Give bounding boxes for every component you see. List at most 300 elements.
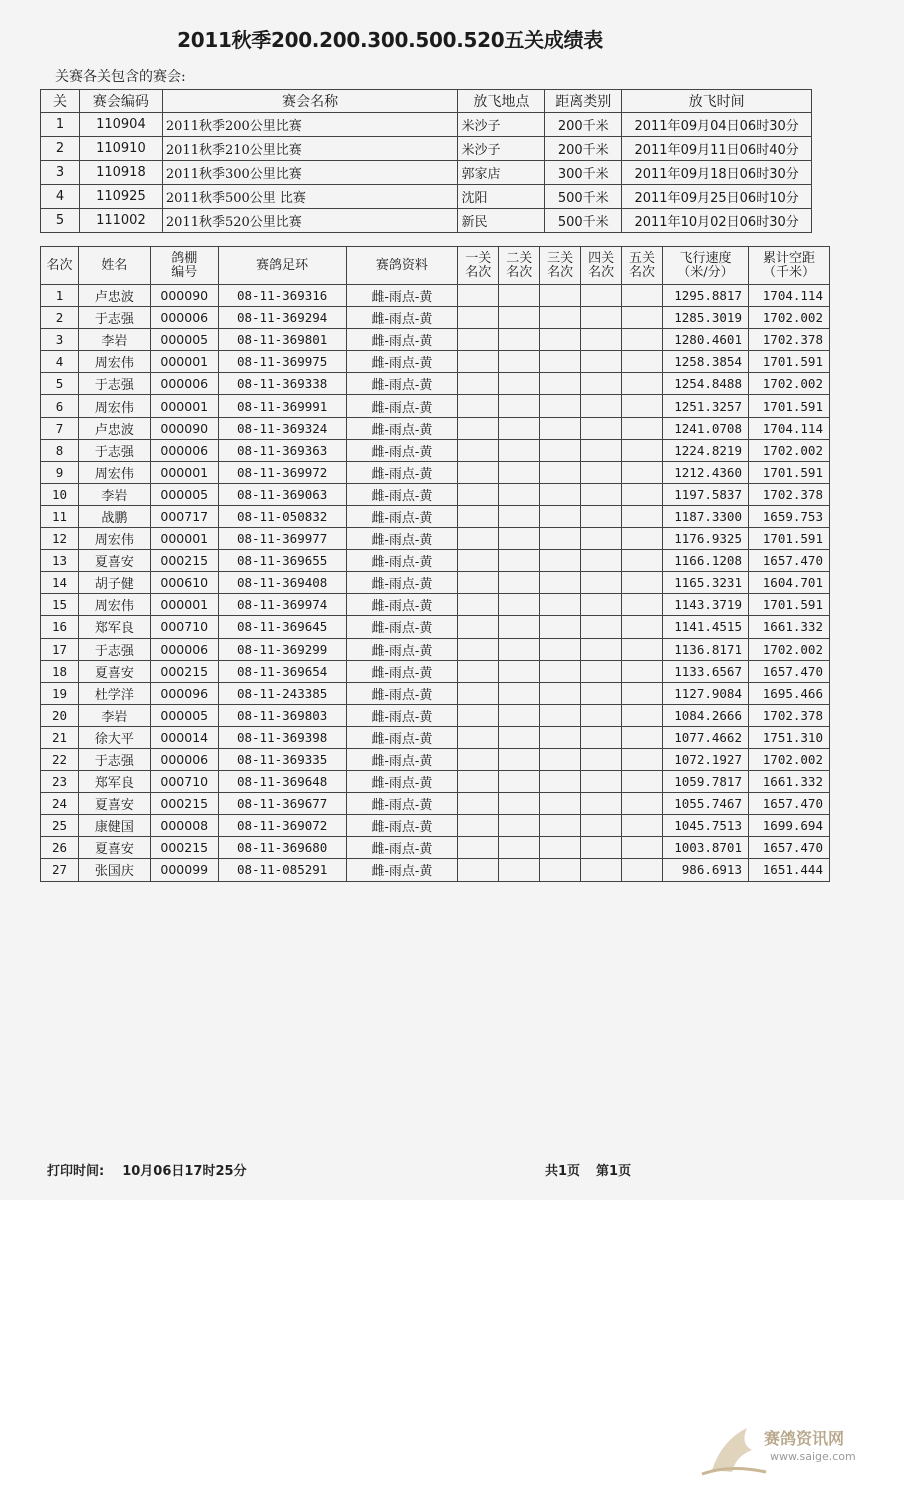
result-cell: [458, 771, 499, 793]
result-cell: [540, 682, 581, 704]
races-header-cell: 赛会编码: [79, 90, 162, 113]
result-cell: [540, 550, 581, 572]
result-cell: 1254.8488: [663, 373, 749, 395]
result-cell: 雌-雨点-黄: [346, 837, 458, 859]
result-cell: [622, 660, 663, 682]
result-cell: 15: [41, 594, 79, 616]
race-cell: 110904: [79, 113, 162, 137]
result-cell: 5: [41, 373, 79, 395]
result-cell: 08-11-369072: [218, 815, 346, 837]
race-row: [41, 209, 812, 233]
result-cell: 1702.378: [748, 704, 829, 726]
result-cell: 000096: [150, 682, 218, 704]
result-cell: [581, 373, 622, 395]
result-row: [41, 351, 830, 373]
result-cell: [458, 837, 499, 859]
result-cell: [499, 793, 540, 815]
race-cell: 110918: [79, 161, 162, 185]
result-cell: 雌-雨点-黄: [346, 439, 458, 461]
result-cell: 雌-雨点-黄: [346, 461, 458, 483]
result-row: [41, 616, 830, 638]
result-cell: [622, 793, 663, 815]
result-cell: 08-11-369991: [218, 395, 346, 417]
result-cell: 000001: [150, 594, 218, 616]
result-cell: 000215: [150, 837, 218, 859]
result-cell: 000005: [150, 483, 218, 505]
result-cell: 3: [41, 329, 79, 351]
result-cell: [540, 505, 581, 527]
race-row: [41, 137, 812, 161]
results-header-cell: 四关 名次: [581, 247, 622, 285]
result-cell: 夏喜安: [78, 837, 150, 859]
result-cell: 李岩: [78, 704, 150, 726]
result-cell: [622, 505, 663, 527]
result-cell: 12: [41, 528, 79, 550]
race-cell: 2011年10月02日06时30分: [622, 209, 812, 233]
total-pages: 共1页: [545, 1164, 581, 1179]
watermark-name: 赛鸽资讯网: [764, 1429, 845, 1448]
result-cell: [540, 417, 581, 439]
result-cell: 夏喜安: [78, 793, 150, 815]
result-cell: 1077.4662: [663, 726, 749, 748]
result-cell: 1701.591: [748, 594, 829, 616]
result-cell: 1657.470: [748, 837, 829, 859]
result-cell: [622, 395, 663, 417]
races-header-cell: 关: [41, 90, 80, 113]
result-cell: 1141.4515: [663, 616, 749, 638]
result-cell: 000006: [150, 748, 218, 770]
result-cell: 000001: [150, 395, 218, 417]
race-row: [41, 113, 812, 137]
result-cell: [458, 638, 499, 660]
result-cell: 18: [41, 660, 79, 682]
result-cell: 08-11-369975: [218, 351, 346, 373]
results-header-cell: 姓名: [78, 247, 150, 285]
result-cell: [581, 461, 622, 483]
result-cell: 雌-雨点-黄: [346, 638, 458, 660]
race-cell: 500千米: [545, 209, 622, 233]
race-cell: 5: [41, 209, 80, 233]
result-cell: 000005: [150, 704, 218, 726]
result-cell: 雌-雨点-黄: [346, 307, 458, 329]
result-cell: 1055.7467: [663, 793, 749, 815]
result-cell: 雌-雨点-黄: [346, 417, 458, 439]
result-cell: [540, 748, 581, 770]
result-cell: [499, 594, 540, 616]
result-cell: 雌-雨点-黄: [346, 505, 458, 527]
result-cell: 000090: [150, 285, 218, 307]
result-row: [41, 815, 830, 837]
result-cell: 1212.4360: [663, 461, 749, 483]
result-cell: 雌-雨点-黄: [346, 373, 458, 395]
result-cell: 1165.3231: [663, 572, 749, 594]
result-cell: [581, 793, 622, 815]
races-subtitle: 关赛各关包含的赛会:: [55, 69, 186, 85]
result-cell: 1701.591: [748, 351, 829, 373]
result-cell: [540, 771, 581, 793]
result-cell: [622, 748, 663, 770]
race-cell: 2011年09月25日06时10分: [622, 185, 812, 209]
result-cell: [622, 528, 663, 550]
result-row: [41, 572, 830, 594]
result-cell: 雌-雨点-黄: [346, 682, 458, 704]
result-cell: [581, 572, 622, 594]
result-cell: [581, 748, 622, 770]
race-cell: 4: [41, 185, 80, 209]
result-cell: 1702.002: [748, 439, 829, 461]
page-info: [545, 1160, 631, 1179]
result-cell: [581, 594, 622, 616]
result-cell: 21: [41, 726, 79, 748]
result-cell: [581, 395, 622, 417]
result-cell: 雌-雨点-黄: [346, 616, 458, 638]
result-cell: 20: [41, 704, 79, 726]
result-cell: [540, 528, 581, 550]
result-cell: 郑军良: [78, 771, 150, 793]
result-row: [41, 837, 830, 859]
result-cell: 08-11-369972: [218, 461, 346, 483]
result-cell: 08-11-243385: [218, 682, 346, 704]
result-cell: 1059.7817: [663, 771, 749, 793]
result-cell: 康健国: [78, 815, 150, 837]
race-cell: 米沙子: [458, 113, 545, 137]
result-cell: [458, 572, 499, 594]
races-header-row: [41, 90, 812, 113]
result-cell: 08-11-369977: [218, 528, 346, 550]
result-cell: 08-11-369408: [218, 572, 346, 594]
result-cell: 于志强: [78, 638, 150, 660]
result-cell: 11: [41, 505, 79, 527]
result-cell: [458, 351, 499, 373]
result-cell: 1072.1927: [663, 748, 749, 770]
result-cell: 雌-雨点-黄: [346, 594, 458, 616]
result-row: [41, 505, 830, 527]
results-header-cell: 名次: [41, 247, 79, 285]
result-cell: [458, 704, 499, 726]
result-cell: [499, 395, 540, 417]
result-row: [41, 329, 830, 351]
result-cell: 000008: [150, 815, 218, 837]
race-row: [41, 185, 812, 209]
result-cell: [499, 505, 540, 527]
result-cell: [581, 351, 622, 373]
result-cell: 22: [41, 748, 79, 770]
result-cell: 1251.3257: [663, 395, 749, 417]
result-cell: [458, 461, 499, 483]
result-cell: 雌-雨点-黄: [346, 285, 458, 307]
result-row: [41, 748, 830, 770]
result-cell: 雌-雨点-黄: [346, 704, 458, 726]
race-cell: 1: [41, 113, 80, 137]
result-cell: [581, 307, 622, 329]
result-cell: [581, 550, 622, 572]
result-cell: 雌-雨点-黄: [346, 660, 458, 682]
result-row: [41, 439, 830, 461]
result-cell: [581, 285, 622, 307]
race-row: [41, 161, 812, 185]
result-cell: [622, 307, 663, 329]
result-cell: 000006: [150, 373, 218, 395]
result-cell: 1701.591: [748, 461, 829, 483]
result-cell: [458, 594, 499, 616]
result-cell: [499, 307, 540, 329]
result-cell: [581, 682, 622, 704]
race-cell: 2: [41, 137, 80, 161]
result-cell: 08-11-369398: [218, 726, 346, 748]
result-cell: 000090: [150, 417, 218, 439]
result-cell: 1704.114: [748, 285, 829, 307]
result-cell: [458, 793, 499, 815]
result-cell: 9: [41, 461, 79, 483]
results-header-cell: 累计空距 （千米）: [748, 247, 829, 285]
result-row: [41, 395, 830, 417]
result-cell: 1702.002: [748, 373, 829, 395]
result-cell: [540, 461, 581, 483]
result-cell: [458, 285, 499, 307]
result-cell: [540, 793, 581, 815]
result-cell: 8: [41, 439, 79, 461]
race-cell: 新民: [458, 209, 545, 233]
result-cell: 000710: [150, 616, 218, 638]
result-cell: [540, 395, 581, 417]
result-cell: [581, 704, 622, 726]
race-cell: 111002: [79, 209, 162, 233]
print-time-value: 10月06日17时25分: [122, 1164, 247, 1179]
result-cell: 1143.3719: [663, 594, 749, 616]
result-cell: [540, 837, 581, 859]
result-cell: [458, 483, 499, 505]
result-cell: 1224.8219: [663, 439, 749, 461]
race-cell: 3: [41, 161, 80, 185]
result-cell: [499, 704, 540, 726]
result-cell: [458, 395, 499, 417]
results-table: [40, 246, 830, 882]
result-cell: [499, 837, 540, 859]
result-cell: 08-11-369294: [218, 307, 346, 329]
result-cell: [458, 417, 499, 439]
result-cell: 1003.8701: [663, 837, 749, 859]
result-cell: [581, 638, 622, 660]
result-cell: 000215: [150, 550, 218, 572]
result-row: [41, 594, 830, 616]
result-cell: [499, 859, 540, 881]
result-cell: 1702.378: [748, 483, 829, 505]
result-cell: [581, 528, 622, 550]
result-cell: [540, 285, 581, 307]
race-cell: 2011秋季520公里比赛: [162, 209, 458, 233]
race-cell: 郭家店: [458, 161, 545, 185]
result-row: [41, 373, 830, 395]
result-row: [41, 285, 830, 307]
print-time: [47, 1160, 247, 1179]
watermark-url: www.saige.com: [770, 1450, 856, 1463]
result-cell: 08-11-369655: [218, 550, 346, 572]
result-cell: [499, 682, 540, 704]
watermark: [692, 1420, 882, 1480]
race-cell: 2011年09月11日06时40分: [622, 137, 812, 161]
result-cell: 1661.332: [748, 616, 829, 638]
result-cell: [622, 373, 663, 395]
result-cell: [458, 815, 499, 837]
result-cell: 08-11-369324: [218, 417, 346, 439]
result-cell: 1704.114: [748, 417, 829, 439]
race-cell: 110910: [79, 137, 162, 161]
result-cell: [499, 285, 540, 307]
result-row: [41, 771, 830, 793]
result-cell: 08-11-369803: [218, 704, 346, 726]
result-cell: [458, 307, 499, 329]
result-cell: [581, 505, 622, 527]
result-cell: 于志强: [78, 748, 150, 770]
result-cell: 2: [41, 307, 79, 329]
result-cell: [540, 373, 581, 395]
result-cell: [540, 439, 581, 461]
result-cell: 24: [41, 793, 79, 815]
result-cell: 雌-雨点-黄: [346, 329, 458, 351]
result-cell: [622, 594, 663, 616]
race-cell: 110925: [79, 185, 162, 209]
results-header-cell: 鸽棚 编号: [150, 247, 218, 285]
race-cell: 2011秋季300公里比赛: [162, 161, 458, 185]
result-row: [41, 417, 830, 439]
result-cell: 李岩: [78, 329, 150, 351]
result-cell: 1133.6567: [663, 660, 749, 682]
result-cell: 08-11-369299: [218, 638, 346, 660]
result-cell: [581, 837, 622, 859]
result-cell: 19: [41, 682, 79, 704]
races-header-cell: 赛会名称: [162, 90, 458, 113]
result-cell: [499, 351, 540, 373]
result-cell: 000001: [150, 528, 218, 550]
result-cell: 000005: [150, 329, 218, 351]
result-cell: 1661.332: [748, 771, 829, 793]
result-cell: 000099: [150, 859, 218, 881]
result-cell: 08-11-369363: [218, 439, 346, 461]
result-cell: 卢忠波: [78, 417, 150, 439]
race-cell: 200千米: [545, 137, 622, 161]
result-cell: 000215: [150, 793, 218, 815]
result-cell: 1701.591: [748, 395, 829, 417]
race-cell: 2011年09月18日06时30分: [622, 161, 812, 185]
result-cell: 08-11-369338: [218, 373, 346, 395]
result-cell: [622, 771, 663, 793]
result-cell: 雌-雨点-黄: [346, 771, 458, 793]
result-cell: 1187.3300: [663, 505, 749, 527]
result-cell: [622, 616, 663, 638]
races-header-cell: 距离类别: [545, 90, 622, 113]
result-cell: 雌-雨点-黄: [346, 395, 458, 417]
result-cell: 夏喜安: [78, 660, 150, 682]
result-cell: [622, 815, 663, 837]
result-cell: 000717: [150, 505, 218, 527]
result-cell: 雌-雨点-黄: [346, 815, 458, 837]
result-cell: 1657.470: [748, 793, 829, 815]
result-cell: [581, 859, 622, 881]
result-cell: 000610: [150, 572, 218, 594]
result-cell: 胡子健: [78, 572, 150, 594]
result-cell: [622, 682, 663, 704]
result-cell: 13: [41, 550, 79, 572]
races-table: [40, 89, 812, 233]
race-cell: 300千米: [545, 161, 622, 185]
result-cell: [581, 329, 622, 351]
result-cell: 雌-雨点-黄: [346, 351, 458, 373]
result-cell: [622, 329, 663, 351]
result-cell: [499, 329, 540, 351]
result-cell: [622, 483, 663, 505]
result-cell: 1285.3019: [663, 307, 749, 329]
result-cell: [499, 417, 540, 439]
result-cell: [540, 594, 581, 616]
result-cell: 000001: [150, 461, 218, 483]
result-cell: [622, 351, 663, 373]
result-cell: 1045.7513: [663, 815, 749, 837]
result-cell: 1657.470: [748, 550, 829, 572]
result-cell: [458, 682, 499, 704]
result-cell: [622, 638, 663, 660]
result-cell: 000006: [150, 439, 218, 461]
results-header-row: [41, 247, 830, 285]
results-header-cell: 赛鸽资料: [346, 247, 458, 285]
result-cell: [622, 572, 663, 594]
result-cell: [622, 837, 663, 859]
result-cell: 雌-雨点-黄: [346, 726, 458, 748]
result-cell: [499, 550, 540, 572]
result-cell: [581, 726, 622, 748]
result-cell: 6: [41, 395, 79, 417]
result-cell: 卢忠波: [78, 285, 150, 307]
result-cell: [499, 771, 540, 793]
result-cell: 08-11-369648: [218, 771, 346, 793]
result-cell: 000014: [150, 726, 218, 748]
current-page: 第1页: [596, 1164, 632, 1179]
result-cell: [458, 550, 499, 572]
race-cell: 2011秋季200公里比赛: [162, 113, 458, 137]
result-cell: 雌-雨点-黄: [346, 550, 458, 572]
result-cell: 雌-雨点-黄: [346, 859, 458, 881]
result-cell: 郑军良: [78, 616, 150, 638]
result-cell: 雌-雨点-黄: [346, 793, 458, 815]
result-cell: 1701.591: [748, 528, 829, 550]
results-header-cell: 五关 名次: [622, 247, 663, 285]
result-cell: [581, 483, 622, 505]
result-cell: [540, 726, 581, 748]
result-row: [41, 307, 830, 329]
result-cell: 1084.2666: [663, 704, 749, 726]
result-cell: [622, 859, 663, 881]
result-cell: 17: [41, 638, 79, 660]
result-cell: [622, 726, 663, 748]
result-cell: 1295.8817: [663, 285, 749, 307]
result-cell: 986.6913: [663, 859, 749, 881]
result-cell: [540, 815, 581, 837]
results-header-cell: 二关 名次: [499, 247, 540, 285]
result-cell: 10: [41, 483, 79, 505]
result-cell: [581, 660, 622, 682]
result-cell: 000006: [150, 638, 218, 660]
result-row: [41, 793, 830, 815]
result-cell: [581, 616, 622, 638]
result-cell: 1702.378: [748, 329, 829, 351]
result-cell: [581, 815, 622, 837]
result-cell: [499, 572, 540, 594]
result-cell: [458, 660, 499, 682]
result-cell: 1176.9325: [663, 528, 749, 550]
result-cell: [458, 329, 499, 351]
race-cell: 2011秋季210公里比赛: [162, 137, 458, 161]
result-cell: 08-11-369677: [218, 793, 346, 815]
result-cell: [540, 616, 581, 638]
